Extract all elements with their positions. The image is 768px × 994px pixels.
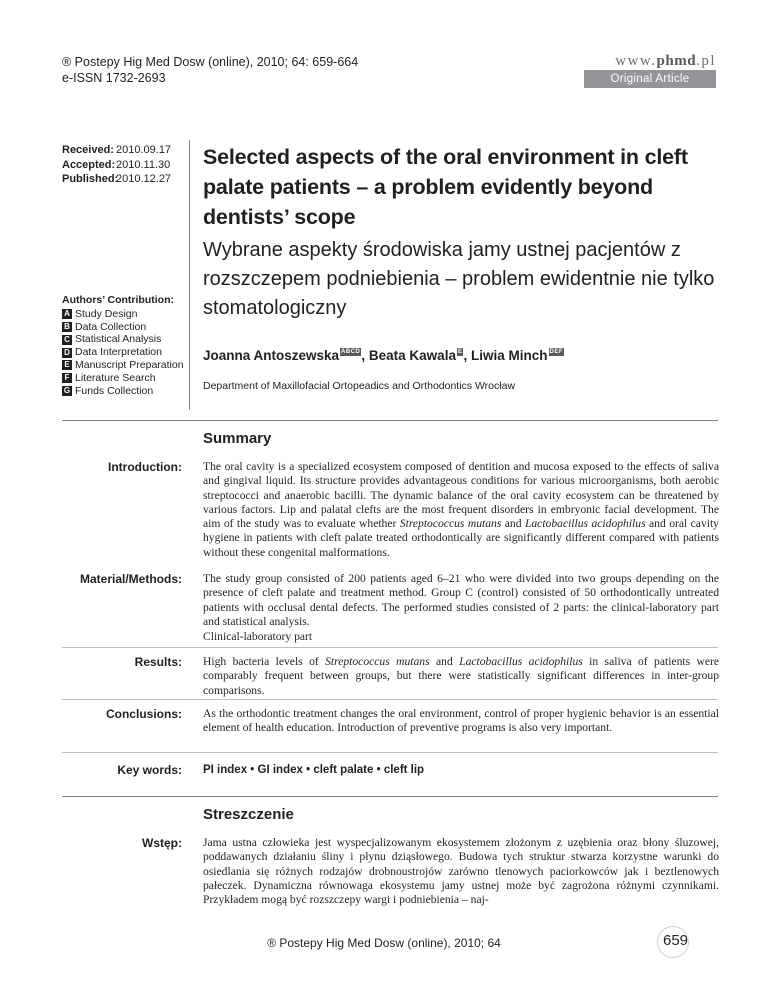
article-title: Selected aspects of the oral environment in cleft palate patients – a problem evidently beyond dentists’ scope: [203, 145, 688, 229]
accepted-row: Accepted: 2010.11.30: [62, 158, 171, 171]
article-type-badge: Original Article: [584, 70, 716, 88]
methods-text: The study group consisted of 200 patients aged 6–21 who were divided into two groups depending on the presence of cleft palate and treatment method. Group C (control) consisted of 50 orthodontically untreated patients with occlusal dental defects. The performed studies consisted of 2 parts: the clinical-laboratory part and statistical analysis.: [203, 572, 719, 628]
divider-line: [62, 699, 718, 700]
divider-line: [62, 647, 718, 648]
contribution-legend: [62, 294, 184, 397]
journal-citation: [62, 54, 358, 86]
contribution-item: D Data Interpretation: [62, 346, 184, 359]
contribution-item: B Data Collection: [62, 321, 184, 334]
keyword: GI index: [257, 764, 303, 776]
results-label: Results:: [134, 655, 182, 669]
author-name[interactable]: Liwia Minch: [470, 348, 548, 363]
divider-line: [62, 752, 718, 753]
section-divider: [62, 796, 718, 797]
contribution-item: C Statistical Analysis: [62, 333, 184, 346]
author-roles: E: [457, 349, 463, 355]
contribution-key: B: [62, 322, 72, 332]
article-subtitle: Wybrane aspekty środowiska jamy ustnej pacjentów z rozszczepem podniebienia – problem ewidentnie nie tylko stomatologiczny: [203, 239, 715, 319]
contribution-item: F Literature Search: [62, 372, 184, 385]
contribution-key: F: [62, 373, 72, 383]
streszczenie-heading: Streszczenie: [203, 806, 294, 823]
contribution-heading: Authors’ Contribution:: [62, 294, 174, 306]
keyword: cleft lip: [383, 764, 425, 776]
journal-url[interactable]: www.phmd.pl: [615, 53, 716, 69]
wstep-label: Wstęp:: [142, 836, 182, 850]
footer-citation: ® Postepy Hig Med Dosw (online), 2010; 64: [267, 936, 501, 950]
published-row: Published: 2010.12.27: [62, 173, 172, 185]
contribution-key: E: [62, 360, 72, 370]
contribution-item: E Manuscript Preparation: [62, 359, 184, 372]
received-row: Received: 2010.09.17: [62, 144, 172, 156]
introduction-text: The oral cavity is a specialized ecosystem composed of dentition and mucosa exposed to the effects of saliva and gingival liquid. Its structure provides advantageous conditions for various microorganisms, both aerobic streptococci and anaerobic bacilli. The dynamic balance of the oral cavity ecosystem can be threatened by various factors. Lip and palatal clefts are the most frequent disorders in embryonic facial development. The aim of the study was to evaluate whether Streptococcus mutans and Lactobacillus acidophilus and oral cavity hygiene in patients with cleft palate treated orthodontically are significantly different compared with patients without these congenital malformations.: [203, 460, 719, 559]
keyword: PI index: [203, 764, 248, 776]
contribution-key: G: [63, 385, 71, 395]
contribution-key: C: [62, 335, 72, 345]
keywords-list: PI index • GI index • cleft palate • cleft lip: [203, 764, 425, 776]
author-name[interactable]: Beata Kawala: [368, 348, 456, 363]
author-roles: DEF: [549, 349, 563, 355]
contribution-key: D: [62, 348, 72, 358]
methods-subheading: Clinical-laboratory part: [203, 630, 313, 643]
issn-line: e-ISSN 1732-2693: [62, 71, 166, 85]
keyword: cleft palate: [313, 764, 374, 776]
introduction-label: Introduction:: [108, 460, 182, 474]
author-name[interactable]: Joanna Antoszewska: [203, 348, 340, 363]
page-number: 659: [663, 932, 689, 949]
conclusions-text: As the orthodontic treatment changes the oral environment, control of proper hygienic behavior is an essential element of health education. Introduction of preventive programs is also very important.: [203, 707, 719, 735]
conclusions-label: Conclusions:: [105, 707, 182, 721]
author-roles: ABCD: [341, 349, 361, 355]
contribution-item: A Study Design: [62, 308, 184, 321]
results-text: High bacteria levels of Streptococcus mutans and Lactobacillus acidophilus in saliva of patients were comparably frequent between groups, but there were statistically significant differences in inter-group comparisons.: [203, 655, 720, 697]
affiliation: Department of Maxillofacial Ortopeadics and Orthodontics Wrocław: [203, 380, 516, 392]
contribution-item: G Funds Collection: [63, 384, 154, 397]
methods-label: Material/Methods:: [79, 572, 182, 586]
article-dates: [62, 143, 171, 187]
keywords-label: Key words:: [117, 763, 182, 777]
citation-line: ® Postepy Hig Med Dosw (online), 2010; 64: 659-664: [62, 55, 359, 69]
section-divider: [62, 420, 718, 421]
author-list: Joanna Antoszewska ABCD, Beata Kawala E, Liwia Minch DEF: [203, 348, 563, 363]
summary-heading: Summary: [203, 430, 272, 447]
wstep-text: Jama ustna człowieka jest wyspecjalizowanym ekosystemem złożonym z uzębienia oraz błony śluzowej, poddawanych działaniu śliny i płynu dziąsłowego. Budowa tych struktur stwarza korzystne warunki do osiedlania się różnych rodzajów drobnoustrojów zarówno tlenowych paciorkowców jak i beztlenowych pałeczek. Dynamiczna równowaga ekosystemu jamy ustnej może być zagrożona różnymi czynnikami. Przykładem mogą być rozszczepy wargi i podniebienia – naj-: [203, 836, 719, 907]
contribution-key: A: [62, 309, 72, 319]
header-divider: [189, 140, 190, 410]
